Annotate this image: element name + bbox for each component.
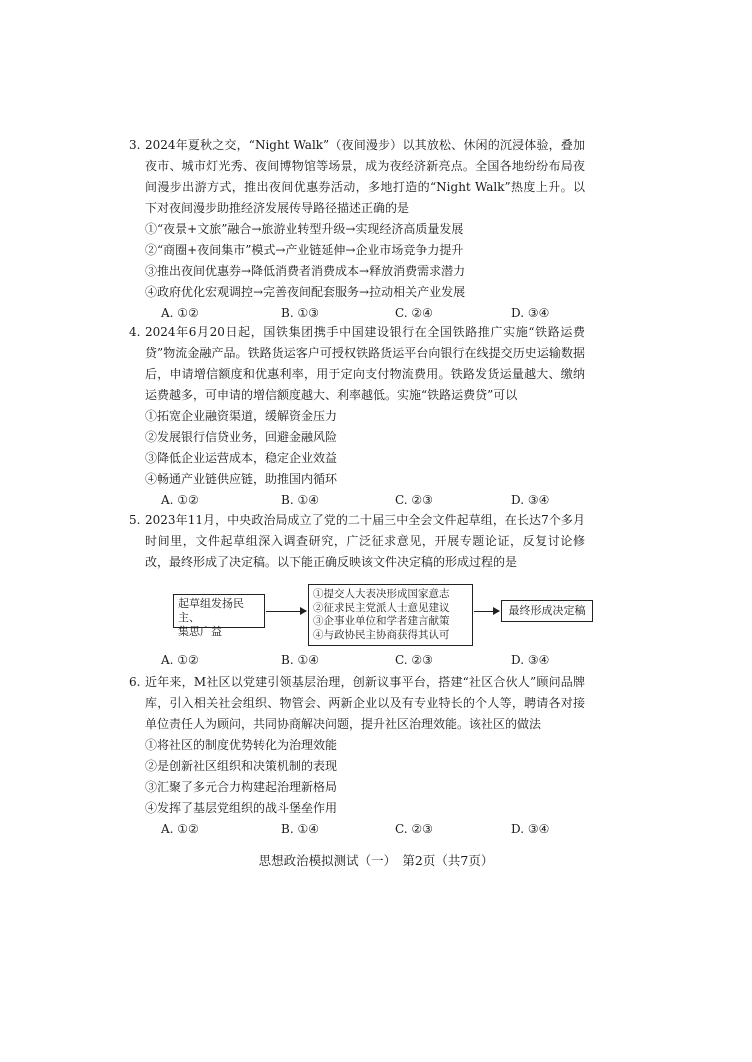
statement-3: ③推出夜间优惠券→降低消费者消费成本→释放消费需求潜力 [145,264,466,278]
choice-a: A. ①② [161,653,199,667]
page-footer: 思想政治模拟测试（一） 第2页（共7页） [258,853,494,868]
choice-d: D. ③④ [511,653,550,667]
choice-b: B. ①③ [281,306,319,320]
question-4 [129,322,585,511]
choice-a: A. ①② [161,493,199,507]
statement-4: ④畅通产业链供应链，助推国内循环 [145,472,338,486]
choice-b: B. ①④ [281,653,319,667]
statement-4: ④发挥了基层党组织的战斗堡垒作用 [145,801,338,815]
choice-b: B. ①④ [281,822,319,836]
answer-choices [145,303,585,324]
diagram-middle-item-3: ③企事业单位和学者建言献策 [313,615,450,627]
diagram-end-box: 最终形成决定稿 [501,600,593,622]
choice-d: D. ③④ [511,822,550,836]
statement-1: ①“夜景+文旅”融合→旅游业转型升级→实现经济高质量发展 [145,222,464,236]
question-5-choices [145,650,585,671]
question-number: 3. [129,138,141,152]
statement-2: ②是创新社区组织和决策机制的表现 [145,759,338,773]
arrow-right-icon [266,611,306,612]
diagram-middle-box [308,584,473,646]
arrow-right-icon [474,611,499,612]
answer-choices [145,819,585,840]
statement-1: ①拓宽企业融资渠道，缓解资金压力 [145,409,338,423]
choice-c: C. ②③ [395,653,433,667]
statement-2: ②“商圈+夜间集市”模式→产业链延伸→企业市场竞争力提升 [145,243,464,257]
question-3 [129,135,585,324]
statement-4: ④政府优化宏观调控→完善夜间配套服务→拉动相关产业发展 [145,285,466,299]
statement-2: ②发展银行信贷业务，回避金融风险 [145,430,338,444]
question-stem: 2024年夏秋之交，“Night Walk”（夜间漫步）以其放松、休闲的沉浸体验，叠加夜市、城市灯光秀、夜间博物馆等场景，成为夜经济新亮点。全国各地纷纷布局夜间漫步出游方式，推出夜间优惠券活动，多地打造的“Night Walk”热度上升。以下对夜间漫步助推经济发展传导路径描述正确的是 [145,138,585,215]
choice-a: A. ①② [161,822,199,836]
diagram-start-line-1: 起草组发扬民主、 [178,597,244,624]
choice-b: B. ①④ [281,493,319,507]
question-number: 5. [129,513,141,527]
choice-d: D. ③④ [511,306,550,320]
choice-d: D. ③④ [511,493,550,507]
diagram-middle-item-4: ④与政协民主协商获得其认可 [313,628,450,641]
choice-c: C. ②③ [395,493,433,507]
choice-c: C. ②④ [395,306,433,320]
question-number: 4. [129,325,141,339]
statement-3: ③汇聚了多元合力构建起治理新格局 [145,780,338,794]
statement-3: ③降低企业运营成本，稳定企业效益 [145,451,338,465]
answer-choices [145,490,585,511]
answer-choices [145,650,585,671]
question-6 [129,672,585,840]
choice-c: C. ②③ [395,822,433,836]
question-stem: 2023年11月，中央政治局成立了党的二十届三中全会文件起草组，在长达7个多月时间里，文件起草组深入调查研究，广泛征求意见，开展专题论证，反复讨论修改，最终形成了决定稿。以下能正确反映该文件决定稿的形成过程的是 [145,513,585,569]
choice-a: A. ①② [161,306,199,320]
diagram-start-box [173,594,265,638]
question-stem: 近年来，M社区以党建引领基层治理，创新议事平台，搭建“社区合伙人”顾问品牌库，引入相关社会组织、物管会、两新企业以及有专业特长的个人等，聘请各对接单位责任人为顾问，共同协商解决问题，提升社区治理效能。该社区的做法 [145,675,585,731]
diagram-start-line-2: 集思广益 [178,625,222,638]
question-stem: 2024年6月20日起，国铁集团携手中国建设银行在全国铁路推广实施“铁路运费贷”物流金融产品。铁路货运客户可授权铁路货运平台向银行在线提交历史运输数据后，申请增信额度和优惠利率，用于定向支付物流费用。铁路发货运量越大、缴纳运费越多，可申请的增信额度越大、利率越低。实施“铁路运费贷”可以 [145,325,585,402]
question-5 [129,510,585,573]
statement-1: ①将社区的制度优势转化为治理效能 [145,738,338,752]
diagram-middle-item-1: ①提交人大表决形成国家意志 [313,588,450,600]
question-number: 6. [129,675,141,689]
diagram-middle-item-2: ②征求民主党派人士意见建议 [313,601,450,614]
